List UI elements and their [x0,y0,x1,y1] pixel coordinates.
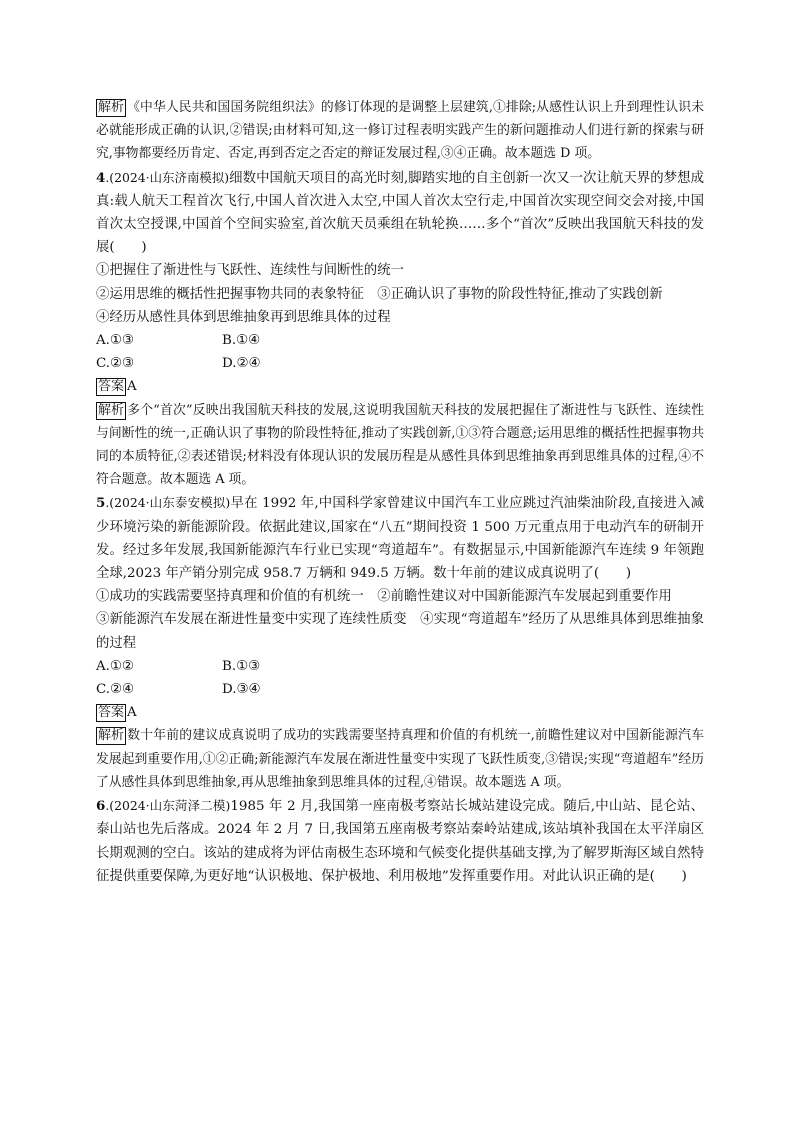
options-row [96,678,704,701]
analysis-tag: 解析 [98,402,125,418]
answer-line [96,701,704,724]
question-4-stem [96,166,704,260]
analysis-text: 《中华人民共和国国务院组织法》的修订体现的是调整上层建筑,①排除;从感性认识上升到理性认识未必就能形成正确的认识,②错误;由材料可知,这一修订过程表明实践产生的新问题推动人们进行新的探索与研究,事物都要经历肯定、否定,再到否定之否定的辩证发展过程,③④正确。故本题选 D 项。 [96,100,704,162]
statement-item: ④经历从感性具体到思维抽象再到思维具体的过程 [96,309,391,325]
analysis-text: 数十年前的建议成真说明了成功的实践需要坚持真理和价值的有机统一,前瞻性建议对中国新能源汽车发展起到重要作用,①②正确;新能源汽车发展在渐进性量变中实现了飞跃性质变,③错误;实现“弯道超车”经历了从感性具体到思维抽象,再从思维抽象到思维具体的过程,④错误。故本题选 A 项。 [96,728,704,790]
question-stem-text: 细数中国航天项目的高光时刻,脚踏实地的自主创新一次又一次让航天界的梦想成真:载人航天工程首次飞行,中国人首次进入太空,中国人首次太空行走,中国首次实现空间交会对接,中国首次太空授课,中国首个空间实验室,首次航天员乘组在轨轮换……多个“首次”反映出我国航天科技的发展( ) [96,170,704,256]
answer-tag: 答案 [98,379,125,395]
option-d: D.③④ [222,682,261,698]
statement-item: ①把握住了渐进性与飞跃性、连续性与间断性的统一 [96,263,404,279]
analysis-tag: 解析 [98,100,125,115]
question-stem-text: 1985 年 2 月,我国第一座南极考察站长城站建设完成。随后,中山站、昆仑站、泰山站也先后落成。2024 年 2 月 7 日,我国第五座南极考察站秦岭站建成,该站填补我国在太平洋扇区长期观测的空白。该站的建成将为评估南极生态环境和气候变化提供基础支撑,为了解罗斯海区域自然特征提供重要保障,为更好地“认识极地、保护极地、利用极地”发挥重要作用。对此认识正确的是( ) [96,799,704,884]
analysis-text: 多个“首次”反映出我国航天科技的发展,这说明我国航天科技的发展把握住了渐进性与飞跃性、连续性与间断性的统一,正确认识了事物的阶段性特征,推动了实践创新,①③符合题意;运用思维的概括性把握事物共同的本质特征,②表述错误;材料没有体现认识的发展历程是从感性具体到思维抽象再到思维具体的过程,④不符合题意。故本题选 A 项。 [96,402,704,488]
document-page [96,96,704,888]
statement-item: ③新能源汽车发展在渐进性量变中实现了连续性质变 ④实现“弯道超车”经历了从思维具体到思维抽象的过程 [96,612,704,651]
statement-item: ①成功的实践需要坚持真理和价值的有机统一 ②前瞻性建议对中国新能源汽车发展起到重要作用 [96,589,672,605]
analysis-tag: 解析 [98,728,125,744]
question-source: .(2024·山东泰安模拟) [105,495,231,511]
answer-tag: 答案 [98,705,125,721]
question-5-stem [96,491,704,585]
option-a: A.①③ [96,333,134,349]
question-number: 6 [96,798,106,815]
option-b: B.①④ [222,333,261,349]
question-6-stem [96,794,704,888]
option-b: B.①③ [222,658,261,674]
question-source: .(2024·山东菏泽二模) [105,798,231,814]
options-row [96,352,704,375]
option-c: C.②③ [96,356,135,372]
question-stem-text: 早在 1992 年,中国科学家曾建议中国汽车工业应跳过汽油柴油阶段,直接进入减少环境污染的新能源阶段。依据此建议,国家在“八五”期间投资 1 500 万元重点用于电动汽车的研制开发。经过多年发展,我国新能源汽车行业已实现“弯道超车”。有数据显示,中国新能源汽车连续 9 年领跑全球,2023 年产销分别完成 958.7 万辆和 949.5 万辆。数十年前的建议成真说明了( ) [96,496,704,582]
analysis-paragraph [96,724,704,794]
answer-value: A [127,705,137,721]
analysis-paragraph [96,96,704,166]
answer-line [96,375,704,398]
option-a: A.①② [96,658,134,674]
option-c: C.②④ [96,682,135,698]
statement-item: ②运用思维的概括性把握事物共同的表象特征 ③正确认识了事物的阶段性特征,推动了实践创新 [96,286,663,302]
question-number: 4 [96,169,106,186]
analysis-paragraph [96,399,704,492]
options-row [96,655,704,678]
option-d: D.②④ [222,356,261,372]
question-number: 5 [96,495,106,512]
answer-value: A [127,379,137,395]
question-source: .(2024·山东济南模拟) [105,169,230,185]
options-row [96,329,704,352]
